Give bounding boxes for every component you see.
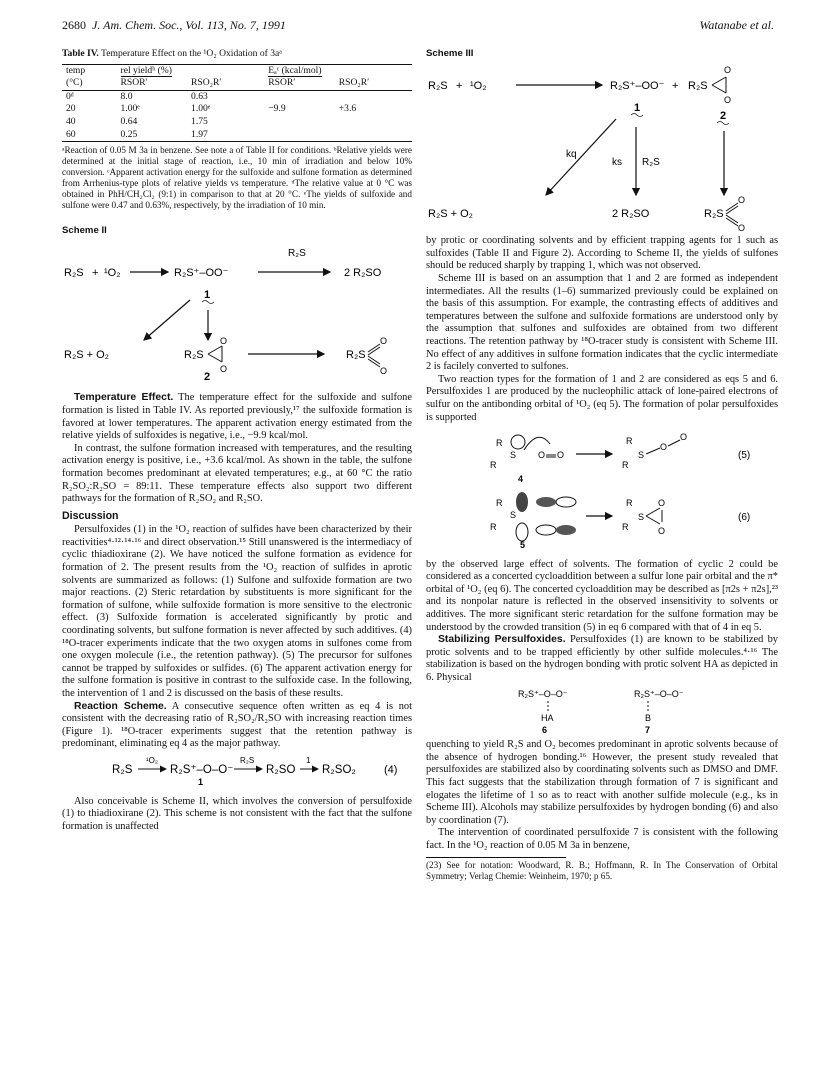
svg-text:O: O [658, 498, 666, 509]
svg-text:R₂SO₂: R₂SO₂ [322, 763, 356, 776]
svg-text:(6): (6) [738, 512, 751, 524]
table-row: 0ᵈ 8.0 0.63 [66, 90, 208, 102]
stabilizing-heading: Stabilizing Persulfoxides. [438, 634, 566, 646]
structures-6-7 [426, 685, 778, 735]
running-author: Watanabe et al. [699, 18, 774, 32]
table-row: 60 0.25 1.97 [62, 129, 412, 142]
svg-text:2: 2 [720, 109, 727, 122]
page-number: 2680 [62, 18, 86, 32]
journal-citation: J. Am. Chem. Soc., Vol. 113, No. 7, 1991 [92, 18, 286, 32]
scheme2-label: Scheme II [62, 225, 107, 237]
svg-text:¹O₂: ¹O₂ [146, 755, 158, 765]
svg-text:R₂SO: R₂SO [266, 763, 296, 776]
svg-text:O: O [724, 64, 732, 75]
right-p5: quenching to yield R₂S and O₂ becomes predominant in aprotic solvents because of the absence of hydrogen bonding.¹⁶ However, the present study revealed that persulfoxides are stabilized also by coordinating solvents such as DMSO and DMF. This fact suggests that the stabilization through formation of 7 is significant and elogates the lifetime of 1 so as to react with another sulfide molecule (e.g., ks in Scheme III). Alcohols may stabilize persulfoxides by hydrogen bonding (6) and also by coordination (7). [426, 739, 778, 826]
right-p4: by the observed large effect of solvents. The formation of cyclic 2 could be considered as a concerted cycloaddition between a sulfur lone pair orbital and the π* orbital of ¹O₂ (eq 6). The concerted cycloaddition may be described as [π2s + π2s],²³ and its nonpolar nature is reflected in the observed insensitivity to solvents or additives. The more significant steric retardation for the sulfone formation may be understood by the crowded transition (5) in eq 6 compared with that of 4 in eq 5. [426, 558, 778, 633]
right-column [426, 48, 778, 882]
s2-ring [208, 346, 222, 362]
eq5-product [622, 432, 687, 470]
svg-text:O: O [380, 335, 388, 346]
temp-effect-p2: In contrast, the sulfone formation increased with temperatures, and the resulting activation energy is positive, i.e., +3.6 kcal/mol. As shown in the table, the sulfone formation becomes predominant at elevated temperatures; e.g., at 60 °C the ratio R₂SO₂:R₂SO = 89:11. These temperature effects also support two different pathways for the formation of R₂SO₂ and R₂SO. [62, 442, 412, 505]
table-row: 40 0.64 1.75 [66, 115, 208, 127]
running-header [62, 18, 286, 33]
svg-text:S: S [638, 512, 645, 523]
svg-text:S: S [638, 450, 645, 461]
temp-effect-heading: Temperature Effect. [74, 392, 174, 404]
s2-r2s-reagent: R₂S [288, 247, 306, 259]
s2-singlet-o2: ¹O₂ [104, 266, 121, 279]
svg-text:+: + [672, 79, 679, 92]
left-column [62, 48, 412, 833]
s2-sulfone: R₂S [346, 348, 366, 361]
svg-text:¹O₂: ¹O₂ [470, 79, 487, 92]
svg-text:7: 7 [645, 724, 651, 735]
table4-col-temp-unit: (°C) [62, 77, 117, 90]
svg-text:S: S [510, 450, 517, 461]
svg-text:O: O [380, 365, 388, 376]
s2-product: 2 R₂SO [344, 266, 382, 279]
svg-text:R₂S + O₂: R₂S + O₂ [428, 207, 473, 220]
table4-sub-rsor-ea: RSOR′ [264, 77, 335, 90]
svg-text:O: O [557, 450, 565, 461]
svg-text:R: R [490, 460, 497, 471]
s2-plus: + [92, 266, 99, 279]
svg-text:kq: kq [566, 148, 577, 160]
table-row: 20 1.00ᵉ 1.00ᵉ −9.9 +3.6 [62, 103, 412, 116]
s2-label-2: 2 [204, 370, 211, 383]
right-p1: by protic or coordinating solvents and by efficient trapping agents for 1 such as sulfoxides (Table II and Figure 2). According to Scheme II, the yields of sulfones should be reduced sharply by trapping 1, which was not observed. [426, 235, 778, 272]
table4-footnote: ᵃReaction of 0.05 M 3a in benzene. See note a of Table II for conditions. ᵇRelative yields were determined at the initial stage of reaction, i.e., 10 min of irradiation and below 10% conversion. ᶜApparent activation energy for the sulfoxide and sulfone formation as determined from Arrhenius-type plots of relative yields vs temperature. ᵈThe relative value at 0 °C was obtained in PhH/CH₂Cl₂ (9:1) in comparison to that at 20 °C. ᵉThe yields of sulfoxide and sulfone were 0.47 and 0.63%, respectively, by the irradiation of 10 min. [62, 145, 412, 211]
svg-text:6: 6 [542, 724, 548, 735]
right-p2: Scheme III is based on an assumption that 1 and 2 are formed as independent intermediates. All the results (1–6) summarized previously could be explained on the basis of this assumption. For example, the contrasting effects of additives and temperatures between the sulfone and sulfoxide formations are understood only by the assumption that sulfones and sulfoxides are obtained from two different reactions. The retention pathway by ¹⁸O-tracer study is consistent with Scheme III. No effect of any additives in sulfone formation indicates that the cyclic intermediate 2 is facilely converted to sulfones. [426, 272, 778, 373]
svg-text:R₂S⁺–O–O⁻: R₂S⁺–O–O⁻ [634, 688, 684, 699]
table4 [62, 64, 412, 143]
s2-r2s: R₂S [64, 266, 84, 279]
s2-label-1: 1 [204, 288, 211, 301]
right-p3: Two reaction types for the formation of 1 and 2 are considered as eqs 5 and 6. Persulfoxides 1 are produced by the nucleophilic attack of lone-paired electrons of sulfur on the antibonding orbital of ¹O₂ (eq 5). The formation of polar persulfoxides is supported [426, 373, 778, 423]
svg-text:O: O [220, 363, 228, 374]
svg-text:(5): (5) [738, 450, 751, 462]
reaction-scheme-heading: Reaction Scheme. [74, 700, 167, 712]
svg-text:R₂S: R₂S [642, 156, 660, 168]
svg-text:1: 1 [306, 755, 311, 765]
svg-text:O: O [738, 222, 746, 231]
footnote-23: (23) See for notation: Woodward, R. B.; Hoffmann, R. In The Conservation of Orbital Symmetry; Verlag Chemie: Weinheim, 1970; p 65. [426, 859, 778, 881]
scheme3-diagram [426, 61, 778, 231]
svg-text:+: + [456, 79, 463, 92]
table4-label: Table IV. [62, 48, 99, 59]
svg-text:O: O [660, 442, 668, 453]
table4-col-ea: Eₐᶜ (kcal/mol) [264, 64, 412, 77]
table4-sub-rsor: RSOR′ [117, 77, 188, 90]
discussion-heading: Discussion [62, 509, 119, 522]
svg-text:R₂S⁺–O–O⁻: R₂S⁺–O–O⁻ [170, 763, 234, 776]
svg-text:1: 1 [198, 776, 204, 787]
svg-text:R₂S: R₂S [688, 79, 708, 92]
scheme3-label: Scheme III [426, 48, 474, 59]
eq6-product [622, 498, 665, 536]
s2-thiadioxirane: R₂S [184, 348, 204, 361]
svg-text:R₂S: R₂S [240, 755, 255, 765]
stabilizing-p: Persulfoxides (1) are known to be stabilized by protic solvents and to be trapped efficiently by other sulfide molecules.⁴·¹⁶ The stabilization is based on the hydrogen bonding with protic solvent HA as depicted in 6. Physical [426, 634, 778, 684]
svg-text:R₂S⁺–O–O⁻: R₂S⁺–O–O⁻ [518, 688, 568, 699]
svg-text:R: R [622, 460, 629, 471]
table4-title: Temperature Effect on the ¹O₂ Oxidation of 3aᵃ [101, 48, 282, 59]
svg-text:O: O [538, 450, 546, 461]
table4-caption [62, 48, 412, 61]
svg-text:R₂S: R₂S [704, 207, 724, 220]
s2-arrow-diag [144, 300, 190, 340]
ea-sulfoxide: −9.9 [268, 103, 286, 115]
svg-text:R: R [626, 436, 633, 447]
svg-text:HA: HA [541, 712, 554, 723]
svg-text:R₂S⁺–OO⁻: R₂S⁺–OO⁻ [610, 79, 665, 92]
svg-text:2 R₂SO: 2 R₂SO [612, 207, 650, 220]
eq6-structure [490, 492, 576, 550]
svg-text:O: O [220, 335, 228, 346]
table4-sub-rso2r-ea: RSO₂R′ [335, 77, 412, 90]
svg-text:R: R [622, 522, 629, 533]
temp-effect-p1: The temperature effect for the sulfoxide and sulfone formation is listed in Table IV. As reported previously,¹⁷ the sulfoxide formation is favored at lower temperatures. The apparent activation energy estimated from the relative yields of sulfoxides is negative, i.e., −9.9 kcal/mol. [62, 392, 412, 442]
svg-text:B: B [645, 712, 652, 723]
svg-text:5: 5 [520, 540, 526, 551]
also-p: Also conceivable is Scheme II, which involves the conversion of persulfoxide (1) to thiadioxirane (2). This scheme is not consistent with the fact that the sulfone formation is unaffected [62, 795, 412, 832]
svg-text:R: R [626, 498, 633, 509]
svg-text:R₂S: R₂S [428, 79, 448, 92]
s2-persulfoxide: R₂S⁺–OO⁻ [174, 266, 229, 279]
orbital-equations [426, 424, 778, 554]
svg-text:(4): (4) [384, 763, 398, 776]
ea-sulfone: +3.6 [338, 103, 357, 115]
table4-col-temp: temp [62, 64, 117, 77]
svg-text:O: O [658, 526, 666, 537]
svg-text:R₂S: R₂S [112, 763, 133, 776]
svg-text:O: O [738, 194, 746, 205]
svg-text:O: O [680, 432, 688, 443]
eq5-structure [490, 435, 564, 484]
svg-text:4: 4 [518, 474, 524, 485]
svg-text:R: R [496, 498, 503, 509]
svg-text:S: S [510, 510, 517, 521]
svg-text:O: O [724, 94, 732, 105]
equation-4 [62, 751, 412, 791]
svg-text:R: R [496, 438, 503, 449]
svg-text:1: 1 [634, 101, 641, 114]
discussion-p1: Persulfoxides (1) in the ¹O₂ reaction of sulfides have been characterized by their reactivities⁴·¹²·¹⁴·¹⁶ and direct observation.¹⁵ Still unanswered is the intermediacy of cyclic thiadioxirane (2). We have noticed the sulfone formation as evidence for formation of 2. The present results from the ¹O₂ reaction of sulfides in aprotic solvents are summarized as follows: (1) Sulfone and sulfoxide formation are two major reactions. (2) Steric retardation by substituents is more significant for the formation of sulfone, while sulfoxide formation is more sensitive to the electronic effect. (3) Sulfoxide formation is accelerated significantly by protic and coordinating solvents, but sulfone formation is never affected by such additives. (4) ¹⁸O-tracer experiments indicate that the two oxygen atoms in sulfones come from one oxygen molecule (i.e., the retention pathway). (5) The precursor for sulfones cannot be trapped by sulfoxides or sulfides. (6) The apparent activation energy for the sulfone formation is positive in contrast to the sulfoxide case. In the following, the intervention of 1 and 2 is discussed on the basis of these results. [62, 524, 412, 699]
table4-col-yield: rel yieldᵇ (%) [117, 64, 265, 77]
table4-sub-rso2r: RSO₂R′ [187, 77, 264, 90]
reaction-scheme-p: A consecutive sequence often written as eq 4 is not consistent with the decreasing ratio of R₂SO₂/R₂SO with increasing reaction times (Figure 1). ¹⁸O-tracer experiments suggest that the retention pathway is predominant, eliminating eq 4 as the major pathway. [62, 700, 412, 750]
svg-text:ks: ks [612, 156, 622, 168]
footnote-rule [426, 857, 566, 858]
s2-ground: R₂S + O₂ [64, 348, 109, 361]
right-p6: The intervention of coordinated persulfoxide 7 is consistent with the following fact. In the ¹O₂ reaction of 0.05 M 3a in benzene, [426, 827, 778, 851]
svg-text:R: R [490, 522, 497, 533]
scheme2-diagram [62, 238, 412, 388]
